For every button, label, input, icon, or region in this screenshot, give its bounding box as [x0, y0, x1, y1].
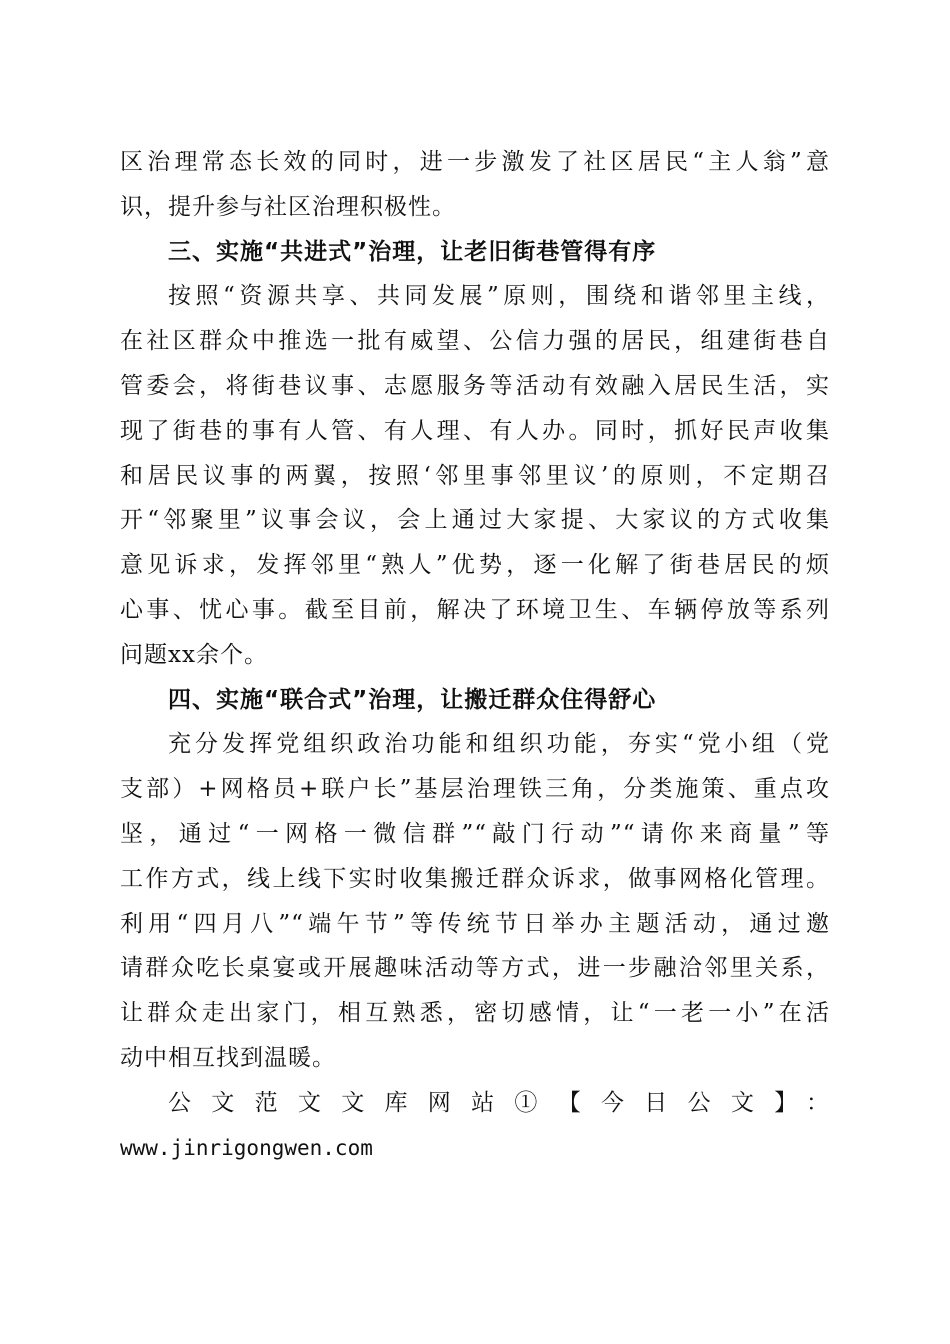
- text-line: 意见诉求，发挥邻里“熟人”优势，逐一化解了街巷居民的烦: [120, 552, 830, 579]
- text-line: 问题xx余个。: [120, 641, 268, 668]
- text-line: 在社区群众中推选一批有威望、公信力强的居民，组建街巷自: [120, 328, 830, 355]
- text-line: 现了街巷的事有人管、有人理、有人办。同时，抓好民声收集: [120, 417, 830, 444]
- text-line: 识，提升参与社区治理积极性。: [120, 193, 456, 220]
- text-line: 让群众走出家门，相互熟悉，密切感情，让“一老一小”在活: [120, 1000, 830, 1027]
- footer-source: [120, 1081, 830, 1171]
- text-line: 按照“资源共享、共同发展”原则，围绕和谐邻里主线，: [168, 283, 830, 310]
- text-line: 利用“四月八”“端午节”等传统节日举办主题活动，通过邀: [120, 910, 830, 937]
- footer-url[interactable]: www.jinrigongwen.com: [120, 1135, 373, 1160]
- section-3-paragraph: [120, 274, 830, 677]
- section-4-heading: 四、实施“联合式”治理，让搬迁群众住得舒心: [168, 686, 657, 713]
- text-line: 支部）+网格员+联户长”基层治理铁三角，分类施策、重点攻: [120, 776, 830, 803]
- text-line: 请群众吃长桌宴或开展趣味活动等方式，进一步融洽邻里关系，: [120, 955, 830, 982]
- text-line: 工作方式，线上线下实时收集搬迁群众诉求，做事网格化管理。: [120, 865, 830, 892]
- section-4-paragraph: [120, 722, 830, 1080]
- footer-label: 公文范文文库网站①【今日公文】：: [168, 1089, 830, 1116]
- intro-paragraph: [120, 140, 830, 230]
- text-line: 开“邻聚里”议事会议，会上通过大家提、大家议的方式收集: [120, 507, 830, 534]
- text-line: 区治理常态长效的同时，进一步激发了社区居民“主人翁”意: [120, 149, 830, 175]
- text-line: 动中相互找到温暖。: [120, 1044, 336, 1071]
- document-page: [120, 140, 830, 1170]
- text-line: 充分发挥党组织政治功能和组织功能，夯实“党小组（党: [168, 731, 830, 758]
- text-line: 坚，通过“一网格一微信群”“敲门行动”“请你来商量”等: [120, 820, 830, 847]
- text-line: 心事、忧心事。截至目前，解决了环境卫生、车辆停放等系列: [120, 596, 830, 623]
- text-line: 管委会，将街巷议事、志愿服务等活动有效融入居民生活，实: [120, 372, 830, 399]
- section-3-heading: 三、实施“共进式”治理，让老旧街巷管得有序: [168, 238, 657, 265]
- text-line: 和居民议事的两翼，按照‘邻里事邻里议’的原则，不定期召: [120, 462, 830, 489]
